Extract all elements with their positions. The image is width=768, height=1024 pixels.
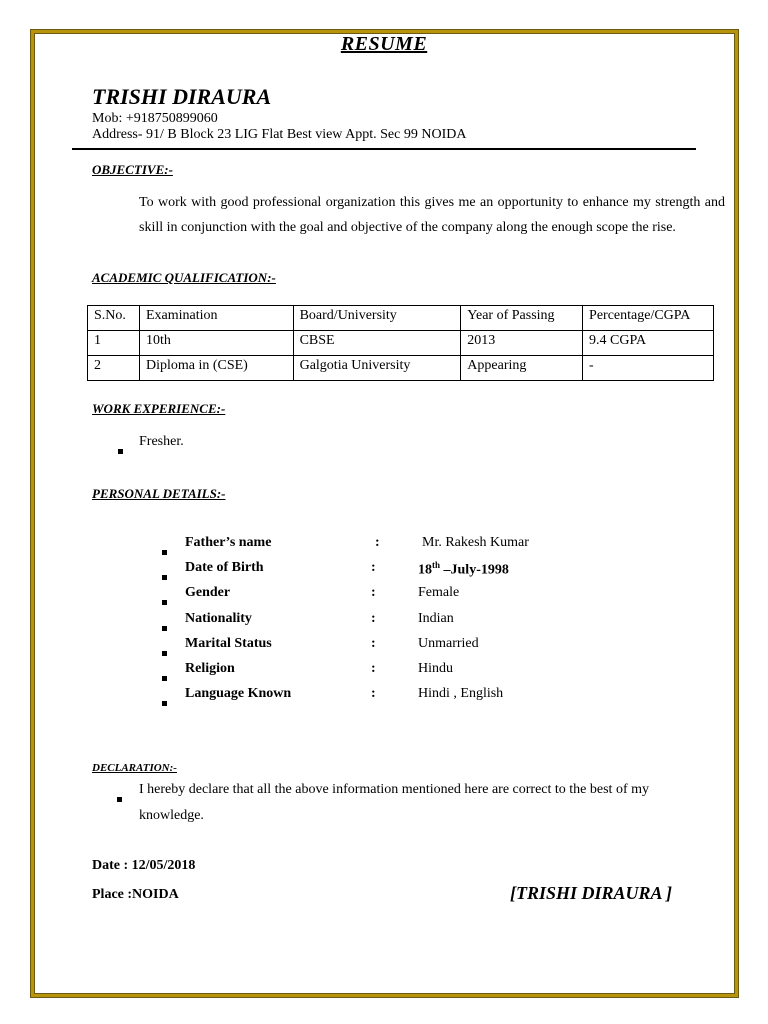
table-header-cell: Board/University (293, 306, 461, 331)
personal-separator: : (371, 611, 376, 626)
personal-separator: : (371, 686, 376, 701)
bullet-icon (162, 567, 167, 585)
personal-value: Indian (418, 611, 454, 626)
personal-value: Mr. Rakesh Kumar (422, 535, 529, 550)
table-cell: - (583, 356, 714, 381)
table-cell: 10th (139, 331, 293, 356)
work-item: Fresher. (139, 434, 184, 449)
table-cell: Galgotia University (293, 356, 461, 381)
resume-title: RESUME (340, 33, 428, 55)
candidate-name: TRISHI DIRAURA (92, 84, 272, 109)
personal-label: Father’s name (185, 535, 272, 550)
work-heading: WORK EXPERIENCE:- (92, 401, 226, 416)
table-header-cell: Percentage/CGPA (583, 306, 714, 331)
bullet-icon (162, 643, 167, 661)
personal-label: Nationality (185, 611, 252, 626)
declaration-line-1: I hereby declare that all the above information mentioned here are correct to the best of my (139, 782, 650, 797)
table-header-cell: Year of Passing (461, 306, 583, 331)
personal-label: Language Known (185, 686, 292, 701)
personal-value: Female (418, 585, 460, 600)
bullet-icon (118, 441, 123, 459)
personal-separator: : (375, 535, 380, 550)
table-header-cell: Examination (139, 306, 293, 331)
bullet-icon (162, 618, 167, 636)
objective-heading: OBJECTIVE:- (92, 162, 173, 177)
personal-separator: : (371, 560, 376, 575)
personal-label: Gender (185, 585, 231, 600)
table-cell: Diploma in (CSE) (139, 356, 293, 381)
academic-table (87, 305, 714, 381)
personal-separator: : (371, 585, 376, 600)
table-cell: 1 (88, 331, 140, 356)
declaration-heading: DECLARATION:- (92, 762, 177, 774)
date: Date : 12/05/2018 (92, 858, 196, 873)
table-cell: Appearing (461, 356, 583, 381)
table-cell: 9.4 CGPA (583, 331, 714, 356)
table-cell: 2013 (461, 331, 583, 356)
bullet-icon (162, 592, 167, 610)
bullet-icon (162, 668, 167, 686)
bullet-icon (162, 693, 167, 711)
place: Place :NOIDA (92, 887, 179, 902)
table-row (88, 356, 714, 381)
table-header-cell: S.No. (88, 306, 140, 331)
personal-value: Hindi , English (418, 686, 504, 701)
personal-label: Date of Birth (185, 560, 264, 575)
personal-value: Hindu (418, 661, 453, 676)
objective-text: To work with good professional organization this gives me an opportunity to enhance my strength and skill in conjunction with the goal and objective of the company along the enough scope the rise. (139, 195, 725, 235)
personal-value (418, 560, 509, 579)
bullet-icon (162, 542, 167, 560)
table-header-row (88, 306, 714, 331)
personal-separator: : (371, 661, 376, 676)
academic-heading: ACADEMIC QUALIFICATION:- (92, 270, 276, 285)
address: Address- 91/ B Block 23 LIG Flat Best view Appt. Sec 99 NOIDA (92, 127, 467, 142)
personal-separator: : (371, 636, 376, 651)
dob-rest: –July-1998 (440, 562, 509, 578)
table-cell: CBSE (293, 331, 461, 356)
mobile-number: Mob: +918750899060 (92, 111, 218, 126)
header-divider (72, 148, 696, 150)
personal-label: Religion (185, 661, 235, 676)
signature: [TRISHI DIRAURA ] (510, 883, 673, 903)
personal-value: Unmarried (418, 636, 479, 651)
bullet-icon (117, 789, 122, 807)
dob-day: 18 (418, 562, 432, 578)
table-row (88, 331, 714, 356)
declaration-line-2: knowledge. (139, 808, 204, 823)
dob-suffix: th (432, 560, 441, 570)
table-cell: 2 (88, 356, 140, 381)
personal-label: Marital Status (185, 636, 272, 651)
personal-heading: PERSONAL DETAILS:- (92, 486, 226, 501)
